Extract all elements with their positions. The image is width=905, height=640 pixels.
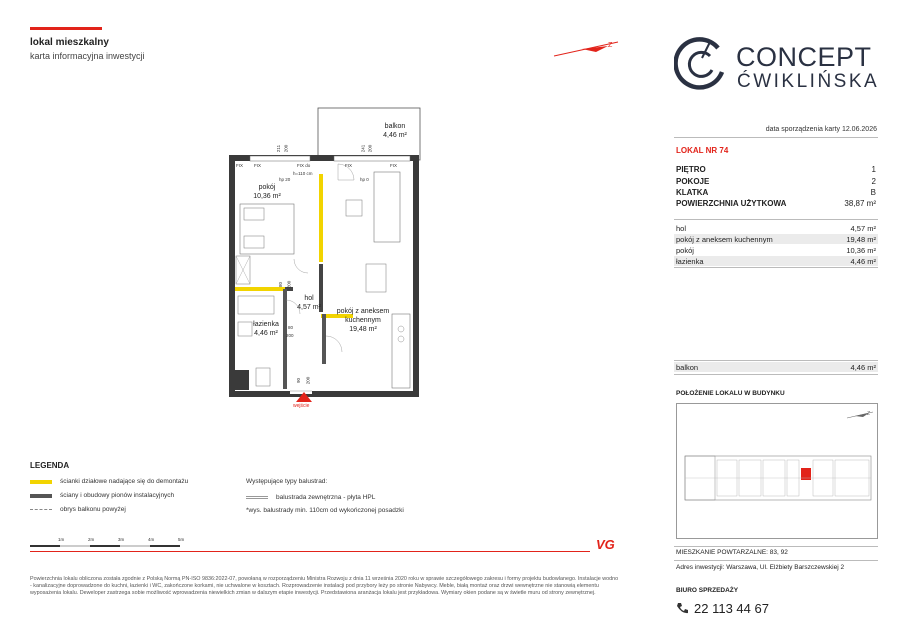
building-location-map [676, 403, 878, 539]
floor-plan [226, 104, 426, 404]
location-title: POŁOŻENIE LOKALU W BUDYNKU [676, 390, 785, 397]
scale-tick: 2m [88, 537, 95, 542]
svg-text:Z: Z [867, 411, 871, 417]
legend-swatch-dashed [30, 509, 52, 510]
room-label-lazienka: łazienka 4,46 m² [253, 321, 279, 337]
door-dim: 200 [305, 376, 311, 385]
divider [674, 137, 878, 138]
scale-tick: 5m [178, 537, 185, 542]
room-label-hol: hol 4,57 m² [297, 295, 321, 311]
window-tag: FIX [390, 163, 398, 168]
entrance-arrow-icon [296, 392, 312, 402]
area-row: hol 4,57 m² [676, 223, 876, 233]
divider [674, 546, 878, 547]
scale-tick: 1m [58, 537, 65, 542]
room-label-salon: pokój z aneksem kuchennym 19,48 m² [336, 308, 390, 333]
header-accent-rule [30, 27, 102, 30]
detail-row: POWIERZCHNIA UŻYTKOWA 38,87 m² [676, 199, 876, 208]
svg-text:Z: Z [608, 42, 613, 49]
entrance-label: wejście [293, 403, 310, 409]
address: Adres inwestycji: Warszawa, Ul. Elżbiety Barszczewskiej 2 [676, 564, 845, 571]
north-arrow-icon [552, 38, 622, 60]
phone-number[interactable]: 22 113 44 67 [694, 601, 769, 616]
divider [674, 360, 878, 361]
demountable-wall-1 [319, 174, 323, 262]
divider [674, 219, 878, 220]
door-dim: 80 [278, 281, 284, 288]
disclaimer: Powierzchnia lokalu obliczona została zgodnie z Polską Normą PN-ISO 9836:2022-07, powołaną w rozporządzeniu Ministra Rozwoju z dnia 11 września 2020 roku w sprawie szczegółowego zakresu i formy projektu budowlanego. Instalacje wodno - kanalizacyjne doprowadzone do kuchni, łazienki i WC, zakończone korkami, nie uchwalone w kosztach. Rozprowadzenie instalacji pod przybory leży po stronie Nabywcy. Meble, białą montaż oraz drzwi wewnętrzne nie stanowią elementu wyposażenia lokalu. Deweloper zastrzega sobie możliwość wprowadzenia niewielkich zmian w dalszym etapie inwestycji. Przedstawiona aranżacja lokalu jest przykładowa. Wymiary okien podane są w świetle muru od strony zewnętrznej. [30, 576, 619, 596]
area-row: pokój 10,36 m² [676, 245, 876, 255]
balustrade-note: *wys. balustrady min. 110cm od wykończonej posadzki [246, 507, 404, 514]
office-title: BIURO SPRZEDAŻY [676, 587, 739, 594]
brand-name: CONCEPT [736, 42, 872, 72]
vg-logo: VG [596, 537, 615, 552]
area-row: łazienka 4,46 m² [676, 256, 876, 266]
phone-icon [676, 602, 688, 615]
door-dim: 200 [286, 333, 294, 338]
window-dim: 200 [367, 144, 373, 153]
demountable-wall-2 [235, 287, 285, 291]
window-dim: 200 [283, 144, 289, 153]
window-dim: 241 [360, 144, 366, 153]
divider [674, 374, 878, 375]
balustrade-item: balustrada zewnętrzna - płyta HPL [246, 494, 375, 501]
concept-logo-icon [674, 34, 730, 94]
room-label-pokoj: pokój 10,36 m² [253, 184, 281, 200]
unit-highlight [801, 468, 811, 480]
document-title: lokal mieszkalny [30, 37, 109, 48]
similar-units: MIESZKANIE POWTARZALNE: 83, 92 [676, 549, 788, 556]
footer-rule [30, 551, 590, 552]
legend-item: obrys balkonu powyżej [30, 506, 126, 513]
window-tag: FIX [345, 163, 353, 168]
sill-note: h=110 cm [293, 171, 313, 176]
scale-bar [30, 538, 200, 550]
window-top-left [250, 156, 310, 161]
legend-item: ścianki działowe nadające się do demontażu [30, 478, 188, 485]
legend-title: LEGENDA [30, 461, 70, 470]
detail-row: KLATKA B [676, 188, 876, 197]
window-tag: FIX [254, 163, 262, 168]
detail-row: PIĘTRO 1 [676, 165, 876, 174]
window-top-right [334, 156, 410, 161]
window-tag: FIX do [297, 163, 311, 168]
balustrade-title: Występujące typy balustrad: [246, 478, 328, 485]
document-subtitle: karta informacyjna inwestycji [30, 51, 145, 61]
brand-subname: ĆWIKLIŃSKA [737, 71, 880, 92]
bathroom-wall [283, 289, 287, 389]
door-dim: 90 [296, 377, 302, 384]
detail-row: POKOJE 2 [676, 177, 876, 186]
room-label-balkon: balkon 4,46 m² [383, 123, 407, 139]
divider [674, 560, 878, 561]
divider [674, 267, 878, 268]
scale-tick: 3m [118, 537, 125, 542]
sill-tag: hp 20 [279, 177, 291, 182]
lokal-number: LOKAL NR 74 [676, 146, 729, 155]
window-dim: 211 [276, 144, 282, 153]
door-dim: 80 [288, 325, 294, 330]
legend-swatch-dark [30, 494, 52, 498]
legend-item: ściany i obudowy pionów instalacyjnych [30, 492, 174, 499]
balcony-row: balkon 4,46 m² [676, 362, 876, 372]
window-tag: FIX [236, 163, 244, 168]
area-row: pokój z aneksem kuchennym 19,48 m² [676, 234, 876, 244]
date-line: data sporządzenia karty 12.06.2026 [765, 126, 877, 133]
legend-swatch-yellow [30, 480, 52, 484]
scale-tick: 4m [148, 537, 155, 542]
sill-tag: hp 0 [360, 177, 369, 182]
door-dim: 200 [286, 280, 292, 289]
